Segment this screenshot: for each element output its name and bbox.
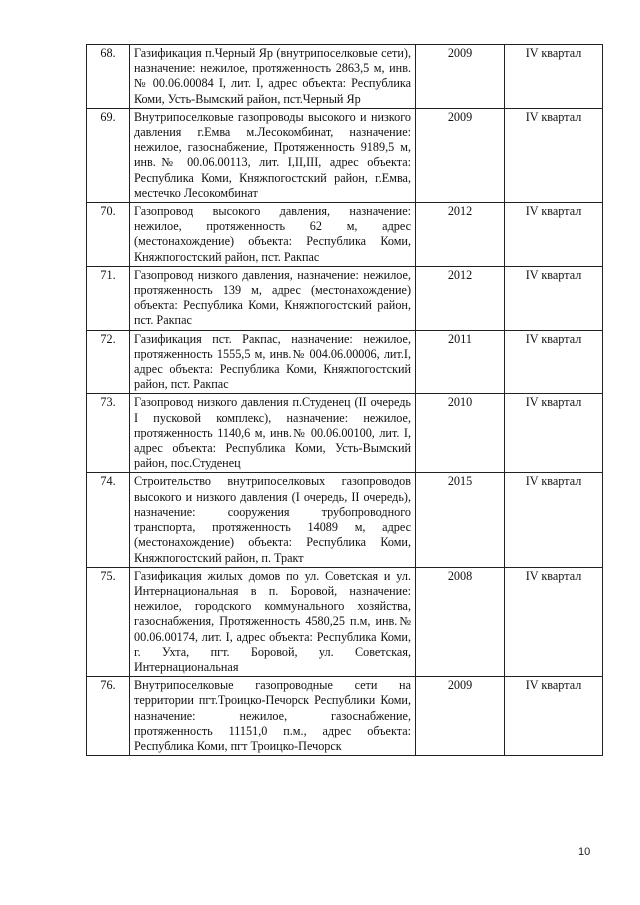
table-row [87, 330, 603, 394]
quarter-cell: IV квартал [505, 473, 603, 567]
object-description: Газификация п.Черный Яр (внутрипоселковые сети), назначение: нежилое, протяженность 2863,5 м, инв.№ 00.06.00084 I, лит. I, адрес объекта: Республика Коми, Усть-Вымский район, пст.Черный Яр [130, 45, 416, 109]
table-row [87, 473, 603, 567]
quarter-cell: IV квартал [505, 394, 603, 473]
quarter-cell: IV квартал [505, 266, 603, 330]
row-number: 75. [87, 567, 130, 676]
quarter-cell: IV квартал [505, 330, 603, 394]
registry-table-body [87, 45, 603, 756]
row-number: 74. [87, 473, 130, 567]
object-description: Газопровод низкого давления, назначение: нежилое, протяженность 139 м, адрес (местонахождение) объекта: Республика Коми, Княжпогостский район, пст. Ракпас [130, 266, 416, 330]
row-number: 73. [87, 394, 130, 473]
table-row [87, 266, 603, 330]
table-row [87, 567, 603, 676]
object-description: Внутрипоселковые газопроводы высокого и низкого давления г.Емва м.Лесокомбинат, назначение: нежилое, газоснабжение, Протяженность 9189,5 м, инв.№ 00.06.00113, лит. I,II,III, адрес объекта: Республика Коми, Княжпогостский район, г.Емва, местечко Лесокомбинат [130, 108, 416, 202]
row-number: 70. [87, 203, 130, 267]
object-description: Газификация пст. Ракпас, назначение: нежилое, протяженность 1555,5 м, инв.№ 004.06.00006, лит.I, адрес объекта: Республика Коми, Княжпогостский район, пст. Ракпас [130, 330, 416, 394]
quarter-cell: IV квартал [505, 203, 603, 267]
row-number: 76. [87, 677, 130, 756]
object-description: Газопровод высокого давления, назначение: нежилое, протяженность 62 м, адрес (местонахождение) объекта: Республика Коми, Княжпогостский район, пст. Ракпас [130, 203, 416, 267]
commissioning-year: 2009 [416, 677, 505, 756]
table-row [87, 45, 603, 109]
row-number: 71. [87, 266, 130, 330]
commissioning-year: 2012 [416, 203, 505, 267]
commissioning-year: 2008 [416, 567, 505, 676]
commissioning-year: 2015 [416, 473, 505, 567]
commissioning-year: 2009 [416, 45, 505, 109]
quarter-cell: IV квартал [505, 567, 603, 676]
quarter-cell: IV квартал [505, 677, 603, 756]
table-row [87, 677, 603, 756]
row-number: 68. [87, 45, 130, 109]
object-description: Газопровод низкого давления п.Студенец (II очередь I пусковой комплекс), назначение: нежилое, протяженность 1140,6 м, инв.№ 00.06.00100, лит. I, адрес объекта: Республика Коми, Усть-Вымский район, пос.Студенец [130, 394, 416, 473]
row-number: 69. [87, 108, 130, 202]
object-description: Строительство внутрипоселковых газопроводов высокого и низкого давления (I очередь, II очередь), назначение: сооружения трубопроводного транспорта, протяженность 14089 м, адрес (местонахождение) объекта: Республика Коми, Княжпогостский район, п. Тракт [130, 473, 416, 567]
commissioning-year: 2012 [416, 266, 505, 330]
object-description: Газификация жилых домов по ул. Советская и ул. Интернациональная в п. Боровой, назначение: нежилое, городского коммунального хозяйства, газоснабжения, Протяженность 4580,25 п.м, инв.№ 00.06.00174, лит. I, адрес объекта: Республика Коми, г. Ухта, пгт. Боровой, ул. Советская, Интернациональная [130, 567, 416, 676]
table-row [87, 203, 603, 267]
page-number: 10 [578, 846, 591, 858]
commissioning-year: 2010 [416, 394, 505, 473]
property-registry-table [86, 44, 603, 756]
row-number: 72. [87, 330, 130, 394]
table-row [87, 108, 603, 202]
object-description: Внутрипоселковые газопроводные сети на территории пгт.Троицко-Печорск Республики Коми, назначение: нежилое, газоснабжение, протяженность 11151,0 п.м., адрес объекта: Республика Коми, пгт Троицко-Печорск [130, 677, 416, 756]
quarter-cell: IV квартал [505, 45, 603, 109]
table-row [87, 394, 603, 473]
quarter-cell: IV квартал [505, 108, 603, 202]
commissioning-year: 2011 [416, 330, 505, 394]
commissioning-year: 2009 [416, 108, 505, 202]
